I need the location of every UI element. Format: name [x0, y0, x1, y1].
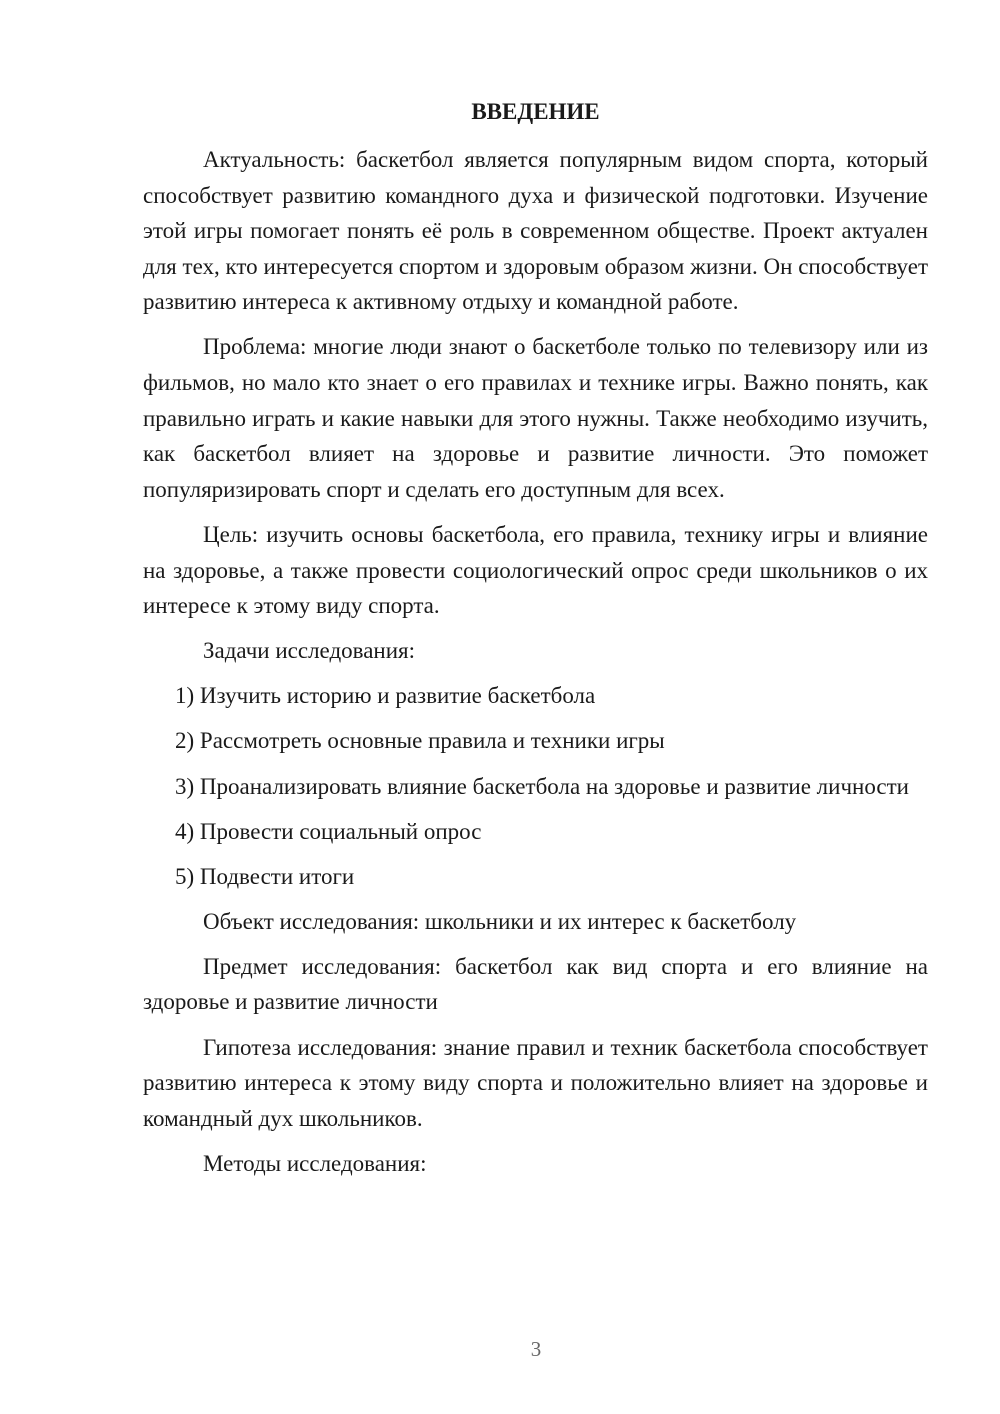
hypothesis-paragraph: Гипотеза исследования: знание правил и техник баскетбола способствует развитию интереса к этому виду спорта и положительно влияет на здоровье и командный дух школьников. — [143, 1034, 928, 1131]
task-item: 1) Изучить историю и развитие баскетбола — [175, 683, 596, 709]
task-item: 4) Провести социальный опрос — [175, 818, 482, 844]
relevance-paragraph: Актуальность: баскетбол является популярным видом спорта, который способствует развитию командного духа и физической подготовки. Изучение этой игры помогает понять её роль в современном обществе. Проект актуален для тех, кто интересуется спортом и здоровым образом жизни. Он способствует развитию интереса к активному отдыху и командной работе. — [143, 147, 928, 315]
page-number: 3 — [530, 1337, 542, 1361]
methods-heading: Методы исследования: — [203, 1150, 427, 1176]
object-paragraph: Объект исследования: школьники и их интерес к баскетболу — [203, 908, 797, 934]
problem-paragraph: Проблема: многие люди знают о баскетболе только по телевизору или из фильмов, но мало кто знает о его правилах и технике игры. Важно понять, как правильно играть и какие навыки для этого нужны. Также необходимо изучить, как баскетбол влияет на здоровье и развитие личности. Это поможет популяризировать спорт и сделать его доступным для всех. — [143, 334, 928, 502]
document-body — [143, 142, 928, 1191]
subject-paragraph: Предмет исследования: баскетбол как вид спорта и его влияние на здоровье и развитие личности — [143, 953, 928, 1015]
task-item: 2) Рассмотреть основные правила и техники игры — [175, 728, 665, 754]
section-title: ВВЕДЕНИЕ — [471, 99, 600, 124]
task-item: 3) Проанализировать влияние баскетбола на здоровье и развитие личности — [175, 773, 909, 799]
goal-paragraph: Цель: изучить основы баскетбола, его правила, технику игры и влияние на здоровье, а также провести социологический опрос среди школьников о их интересе к этому виду спорта. — [143, 521, 928, 619]
tasks-heading: Задачи исследования: — [203, 638, 416, 664]
task-item: 5) Подвести итоги — [175, 863, 355, 889]
